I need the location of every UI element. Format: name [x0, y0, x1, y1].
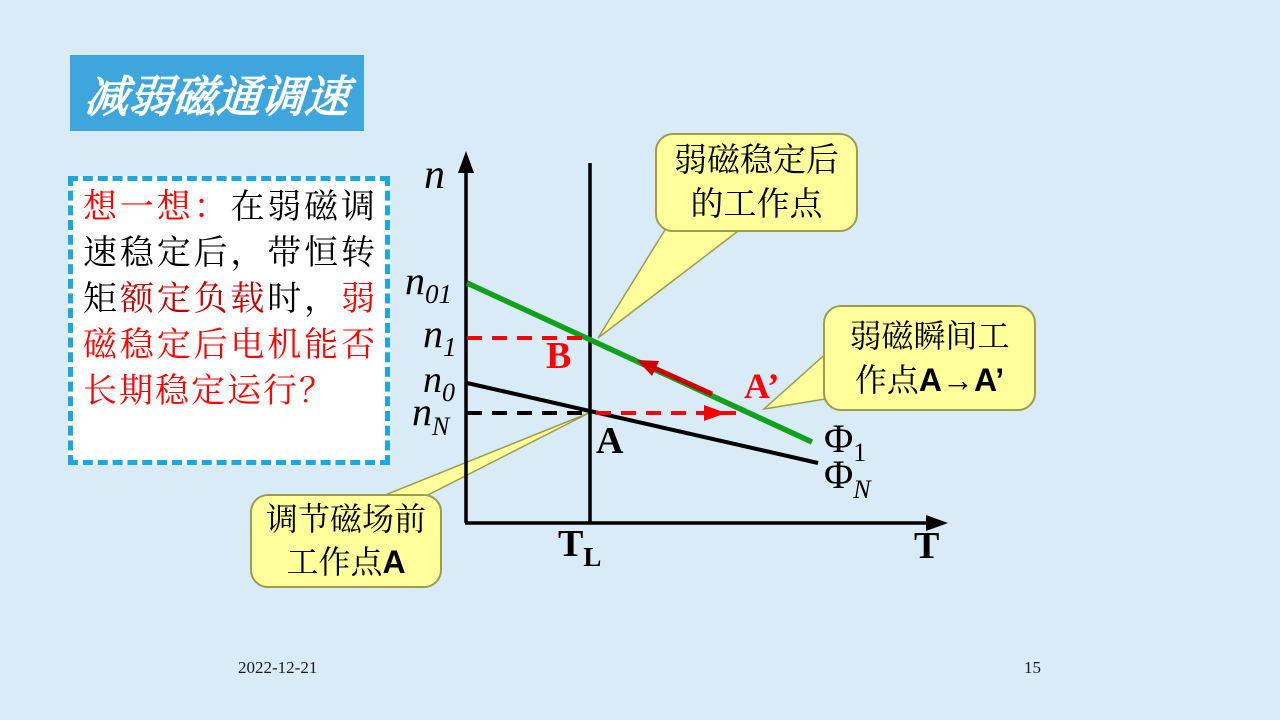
- x-axis-label: T: [914, 525, 940, 567]
- point-aprime-label: A’: [744, 366, 780, 406]
- slide-title: 减弱磁通调速: [82, 73, 351, 122]
- question-segment: 时，: [267, 281, 342, 318]
- point-a-label: A: [596, 420, 624, 462]
- callout-line: 弱磁稳定后: [674, 142, 839, 179]
- aprime-to-b-arrow: [652, 367, 712, 394]
- phiN-label: $\Phi_N$: [824, 452, 871, 504]
- x-tick-TL: $T_L$: [558, 523, 602, 572]
- a-to-aprime-arrowhead: [704, 405, 726, 421]
- callout-stable-working-point: [655, 133, 858, 232]
- y-tick-n0: $n_0$: [423, 359, 455, 407]
- y-tick-nN: $n_N$: [412, 389, 450, 441]
- callout-line: 弱磁瞬间工: [849, 318, 1010, 354]
- callout-top-tail: [598, 225, 746, 338]
- question-box: [68, 176, 390, 465]
- footer-page-number: 15: [1024, 658, 1041, 677]
- y-axis-arrowhead: [458, 151, 474, 173]
- y-axis-label: n: [424, 152, 445, 198]
- question-segment: 想一想：: [83, 189, 231, 226]
- question-segment: 额定负载: [119, 281, 268, 318]
- callout-line: 作点A→A’: [854, 362, 1005, 398]
- callout-before-adjust-point: [250, 494, 442, 588]
- question-segment: 在弱磁调速稳定后，带恒转矩: [83, 189, 378, 318]
- aprime-to-b-arrowhead: [637, 360, 659, 376]
- question-segment: 弱磁稳定后电机能否长期稳定运行？: [83, 281, 378, 410]
- callout-line: 调节磁场前: [265, 501, 426, 537]
- point-b-label: B: [546, 335, 572, 377]
- footer-date: 2022-12-21: [238, 658, 318, 677]
- y-tick-n1: $n_1$: [423, 311, 457, 362]
- title-bar: [70, 55, 364, 131]
- callout-instant-working-point: [823, 305, 1036, 411]
- callout-line: 工作点A: [286, 544, 406, 580]
- y-tick-n01: $n_{01}$: [405, 258, 452, 309]
- phi1-label: $\Phi_1$: [824, 416, 867, 467]
- callout-line: 的工作点: [690, 186, 823, 223]
